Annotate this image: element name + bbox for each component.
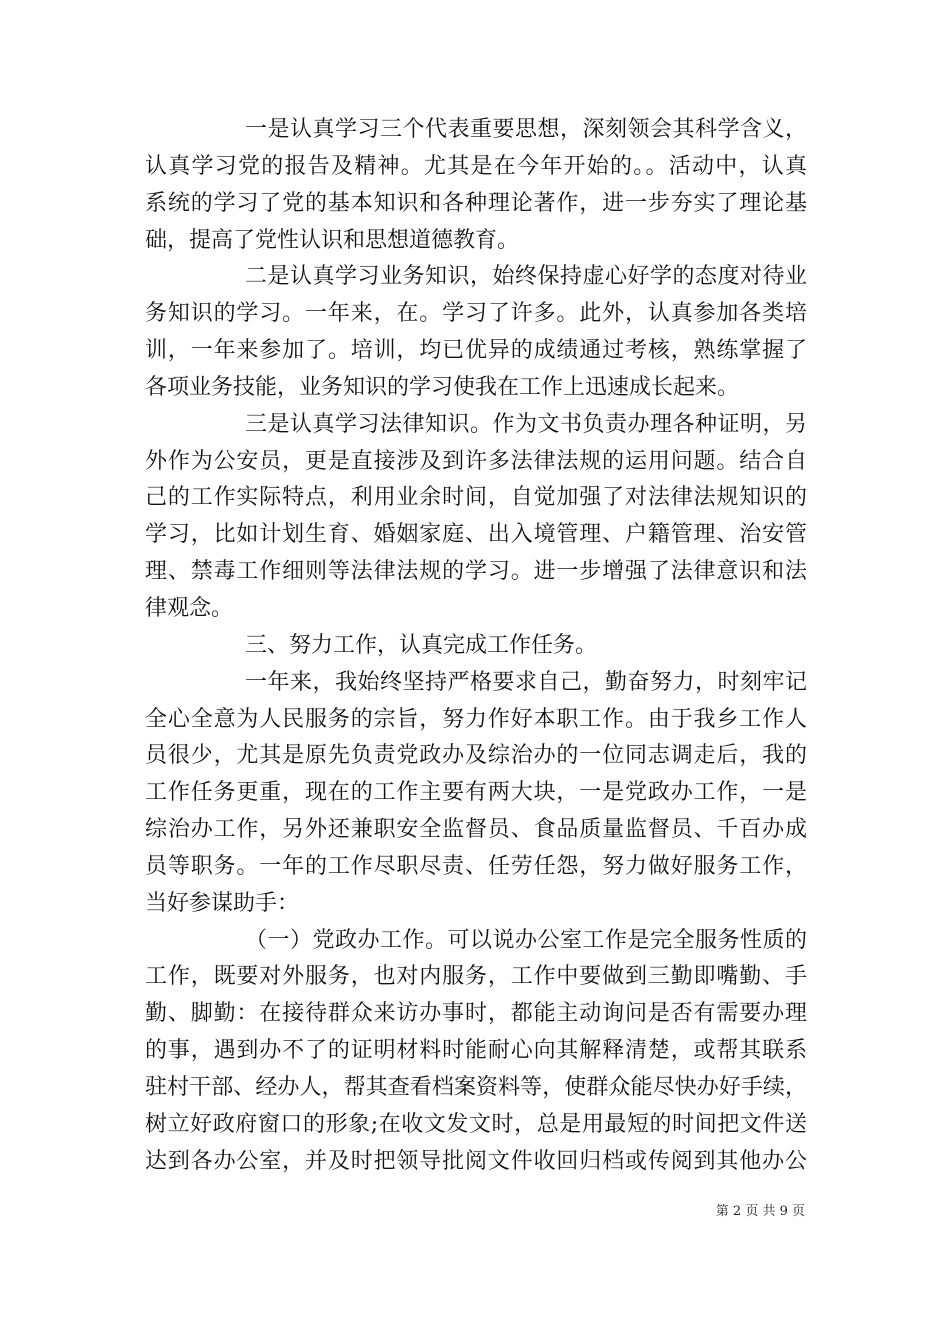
text-line: 三、努力工作，认真完成工作任务。	[245, 632, 598, 658]
text-line: 训，一年来参加了。培训，均已优异的成绩通过考核，熟练掌握了	[145, 338, 807, 364]
text-line: 工作，既要对外服务，也对内服务，工作中要做到三勤即嘴勤、手	[145, 964, 807, 990]
text-line: 当好参谋助手：	[145, 890, 300, 916]
paragraph	[145, 923, 807, 1181]
text-line: 二是认真学习业务知识，始终保持虚心好学的态度对待业	[245, 264, 807, 290]
text-line: 础，提高了党性认识和思想道德教育。	[145, 227, 520, 253]
paragraph	[145, 628, 807, 665]
text-line: 的事，遇到办不了的证明材料时能耐心向其解释清楚，或帮其联系	[145, 1038, 807, 1064]
text-line: 学习，比如计划生育、婚姻家庭、出入境管理、户籍管理、治安管	[145, 522, 807, 548]
text-line: 一是认真学习三个代表重要思想，深刻领会其科学含义，	[245, 117, 807, 142]
text-line: 驻村干部、经办人，帮其查看档案资料等，使群众能尽快办好手续，	[145, 1074, 807, 1100]
text-line: 各项业务技能，业务知识的学习使我在工作上迅速成长起来。	[145, 374, 740, 400]
paragraph	[145, 112, 807, 259]
text-line: 外作为公安员，更是直接涉及到许多法律法规的运用问题。结合自	[145, 448, 807, 474]
document-body	[145, 112, 807, 1180]
text-line: 务知识的学习。一年来，在。学习了许多。此外，认真参加各类培	[145, 301, 807, 327]
text-line: 全心全意为人民服务的宗旨，努力作好本职工作。由于我乡工作人	[145, 706, 807, 732]
text-line: 认真学习党的报告及精神。尤其是在今年开始的。。活动中，认真	[145, 153, 807, 179]
text-line: 工作任务更重，现在的工作主要有两大块，一是党政办工作，一是	[145, 780, 807, 806]
paragraph	[145, 407, 807, 628]
text-line: 系统的学习了党的基本知识和各种理论著作，进一步夯实了理论基	[145, 190, 807, 216]
text-line: （一）党政办工作。可以说办公室工作是完全服务性质的	[245, 927, 807, 953]
text-line: 律观念。	[145, 595, 234, 621]
page-number-footer: 第 2 页 共 9 页	[715, 1204, 805, 1219]
text-line: 己的工作实际特点，利用业余时间，自觉加强了对法律法规知识的	[145, 485, 807, 511]
text-line: 员很少，尤其是原先负责党政办及综治办的一位同志调走后，我的	[145, 743, 807, 769]
text-line: 三是认真学习法律知识。作为文书负责办理各种证明，另	[245, 411, 807, 437]
text-line: 勤、脚勤：在接待群众来访办事时，都能主动询问是否有需要办理	[145, 1001, 807, 1027]
text-line: 达到各办公室，并及时把领导批阅文件收回归档或传阅到其他办公	[145, 1148, 807, 1174]
text-line: 树立好政府窗口的形象;在收文发文时，总是用最短的时间把文件送	[145, 1111, 807, 1137]
text-line: 一年来，我始终坚持严格要求自己，勤奋努力，时刻牢记	[245, 669, 807, 695]
text-line: 综治办工作，另外还兼职安全监督员、食品质量监督员、千百办成	[145, 817, 807, 843]
text-line: 员等职务。一年的工作尽职尽责、任劳任怨，努力做好服务工作，	[145, 853, 807, 879]
paragraph	[145, 665, 807, 923]
text-line: 理、禁毒工作细则等法律法规的学习。进一步增强了法律意识和法	[145, 559, 807, 585]
paragraph	[145, 259, 807, 406]
